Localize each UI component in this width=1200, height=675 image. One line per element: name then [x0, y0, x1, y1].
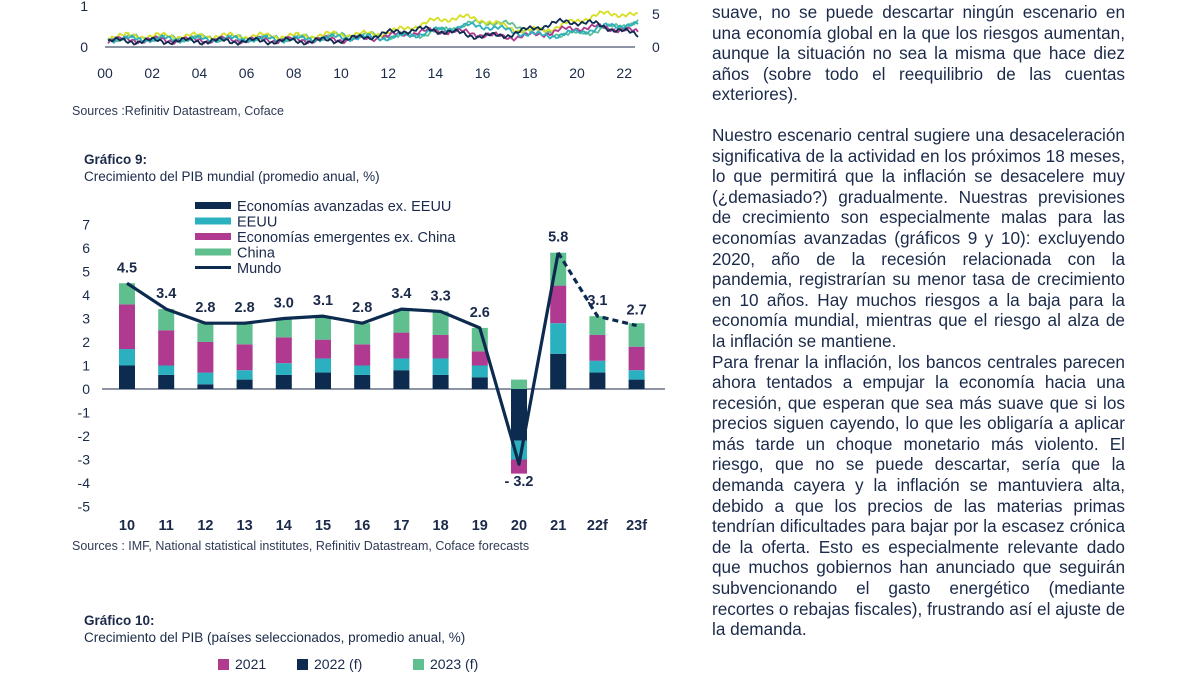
top-y-right-tick: 0 [652, 39, 660, 55]
chart9-stacked-bar-chart [60, 190, 680, 540]
chart10-legend-item [297, 656, 362, 672]
article-paragraph: suave, no se puede descartar ningún escenario en una economía global en la que los riesgos aumentan, aunque la situación no sea la misma que hace diez años (sobre todo el reequilibrio de las cuentas exteriores). [712, 2, 1125, 105]
bar-segment [629, 370, 645, 379]
bar-segment [433, 358, 449, 374]
data-label: 3.4 [156, 286, 177, 303]
y-axis-tick: 6 [82, 240, 90, 256]
data-label: 2.8 [234, 300, 255, 317]
data-label: 3.0 [273, 295, 294, 312]
bar-segment [315, 316, 331, 340]
top-x-tick: 22 [616, 65, 632, 81]
data-label: 3.1 [587, 293, 608, 310]
legend-label: Economías avanzadas ex. EEUU [237, 199, 452, 215]
data-label: 4.5 [116, 260, 138, 277]
bar-segment [276, 363, 292, 375]
bar-segment [550, 354, 566, 389]
data-label: 2.7 [626, 302, 647, 319]
chart10-legend-item [218, 656, 266, 672]
data-label: 2.8 [352, 300, 373, 317]
data-label: 3.1 [312, 293, 334, 310]
bar-segment [197, 373, 213, 385]
data-label: 3.3 [430, 288, 451, 305]
bar-segment [158, 330, 174, 365]
top-x-tick: 18 [522, 65, 538, 81]
x-axis-tick: 20 [510, 518, 528, 534]
legend-label: 2023 (f) [430, 656, 479, 672]
y-axis-tick: 0 [82, 381, 90, 397]
data-label: 2.6 [469, 304, 490, 321]
x-axis-tick: 16 [354, 518, 371, 534]
bar-segment [158, 375, 174, 389]
top-x-tick: 14 [427, 65, 444, 81]
y-axis-tick: -2 [77, 428, 90, 444]
chart10-legend-item [413, 656, 478, 672]
mundo-forecast-line [558, 253, 636, 326]
bar-segment [119, 349, 135, 365]
bar-segment [393, 358, 409, 370]
top-x-tick: 08 [286, 65, 302, 81]
chart9-source: Sources : IMF, National statistical institutes, Refinitiv Datastream, Coface forecasts [72, 539, 530, 553]
bar-segment [511, 380, 527, 389]
x-axis-tick: 18 [432, 518, 449, 534]
bar-segment [276, 337, 292, 363]
y-axis-tick: -4 [77, 475, 90, 491]
legend-label: Economías emergentes ex. China [237, 230, 456, 246]
legend-swatch [195, 249, 231, 256]
bar-segment [354, 366, 370, 375]
bar-segment [315, 373, 331, 389]
top-x-tick: 12 [380, 65, 396, 81]
bar-segment [472, 366, 488, 378]
top-x-tick: 04 [191, 65, 208, 81]
top-x-tick: 00 [97, 65, 113, 81]
bar-segment [393, 370, 409, 389]
legend-swatch [195, 218, 231, 225]
y-axis-tick: 2 [82, 334, 90, 350]
bar-segment [589, 373, 605, 389]
top-line-chart [60, 0, 660, 95]
y-axis-tick: -5 [77, 498, 90, 515]
bar-segment [550, 323, 566, 354]
x-axis-tick: 17 [393, 518, 410, 534]
bar-segment [354, 375, 370, 389]
bar-segment [354, 344, 370, 365]
top-x-tick: 06 [238, 65, 255, 81]
x-axis-tick: 23f [626, 518, 648, 534]
bar-segment [197, 342, 213, 373]
article-paragraph: Para frenar la inflación, los bancos centrales parecen ahora tentados a empujar la economía hacia una recesión, que esperan que sea más suave que si los precios siguen cayendo, lo que les obligaría a aplicar más tarde un choque monetario más violento. El riesgo, que no se puede descartar, sería que la demanda cayera y la inflación se mantuviera alta, debido a que los precios de las materias primas tendrían dificultades para bajar por la escasez crónica de la oferta. Esto es especialmente relevante dado que muchos gobiernos han anunciado que seguirán subvencionando el gasto energético (mediante recortes o rebajas fiscales), frustrando así el ajuste de la demanda. [712, 351, 1125, 640]
x-axis-tick: 15 [314, 518, 332, 534]
legend-label: EEUU [237, 214, 278, 231]
x-axis-tick: 13 [236, 518, 253, 534]
x-axis-tick: 21 [550, 518, 567, 534]
bar-segment [629, 380, 645, 389]
bar-segment [276, 375, 292, 389]
top-chart-source: Sources :Refinitiv Datastream, Coface [72, 104, 284, 118]
top-y-left-tick: 1 [80, 0, 88, 14]
y-axis-tick: -1 [77, 404, 90, 421]
top-y-left-tick: 0 [80, 39, 88, 55]
legend-swatch [297, 659, 308, 670]
bar-segment [237, 344, 253, 370]
legend-label: 2022 (f) [314, 656, 363, 672]
bar-segment [472, 377, 488, 389]
bar-segment [433, 375, 449, 389]
bar-segment [276, 319, 292, 338]
bar-segment [237, 323, 253, 344]
data-label: 5.8 [548, 229, 569, 246]
bar-segment [158, 366, 174, 375]
mundo-line [127, 253, 558, 465]
y-axis-tick: 3 [82, 310, 90, 327]
x-axis-tick: 22f [586, 518, 608, 534]
y-axis-tick: 1 [82, 357, 90, 374]
bar-segment [119, 304, 135, 349]
chart10-label: Gráfico 10: [84, 613, 155, 628]
chart9-label: Gráfico 9: [84, 152, 148, 167]
chart10-subtitle: Crecimiento del PIB (países seleccionados, promedio anual, %) [84, 630, 466, 645]
y-axis-tick: 5 [82, 263, 90, 280]
top-x-tick: 02 [144, 65, 160, 81]
chart9-subtitle: Crecimiento del PIB mundial (promedio anual, %) [84, 169, 380, 184]
bar-segment [629, 347, 645, 371]
x-axis-tick: 19 [471, 518, 488, 534]
top-x-tick: 10 [333, 65, 349, 81]
bar-segment [433, 335, 449, 359]
top-x-tick: 16 [474, 65, 491, 81]
x-axis-tick: 14 [275, 518, 292, 534]
x-axis-tick: 11 [158, 518, 174, 534]
bar-segment [393, 333, 409, 359]
data-label: 2.8 [195, 300, 216, 317]
chart10-title [84, 612, 465, 646]
y-axis-tick: 4 [82, 287, 90, 303]
bar-segment [315, 358, 331, 372]
bar-segment [197, 384, 213, 389]
data-label: 3.4 [391, 286, 412, 303]
x-axis-tick: 10 [118, 518, 136, 534]
bar-segment [354, 323, 370, 344]
legend-swatch [195, 233, 231, 240]
y-axis-tick: 7 [82, 216, 90, 233]
bar-segment [237, 370, 253, 379]
x-axis-tick: 12 [197, 518, 214, 534]
bar-segment [315, 340, 331, 359]
legend-swatch [413, 659, 424, 670]
bar-segment [472, 351, 488, 365]
bar-segment [589, 361, 605, 373]
legend-label: Mundo [237, 261, 282, 277]
top-y-right-tick: 5 [652, 6, 660, 22]
y-axis-tick: -3 [77, 451, 90, 468]
top-x-tick: 20 [569, 65, 585, 81]
bar-segment [589, 335, 605, 361]
bar-segment [119, 366, 135, 390]
legend-swatch [218, 659, 229, 670]
chart9-title [84, 151, 380, 185]
bar-segment [237, 380, 253, 389]
data-label: - 3.2 [504, 474, 534, 491]
legend-label: China [237, 245, 275, 262]
article-paragraph: Nuestro escenario central sugiere una desaceleración significativa de la actividad en los próximos 18 meses, lo que permitirá que la inflación se desacelere muy (¿demasiado?) gradualmente. Nuestras previsiones de crecimiento son especialmente malas para las economías avanzadas (gráficos 9 y 10): excluyendo 2020, año de la recesión relacionada con la pandemia, registrarían su menor tasa de crecimiento en 10 años. Hay muchos riesgos a la baja para la economía mundial, mientras que el riesgo al alza de la inflación se mantiene. [712, 124, 1125, 351]
legend-label: 2021 [235, 656, 267, 672]
bar-segment [197, 323, 213, 342]
bar-segment [629, 323, 645, 347]
legend-swatch [195, 202, 231, 209]
article-column [712, 2, 1125, 640]
